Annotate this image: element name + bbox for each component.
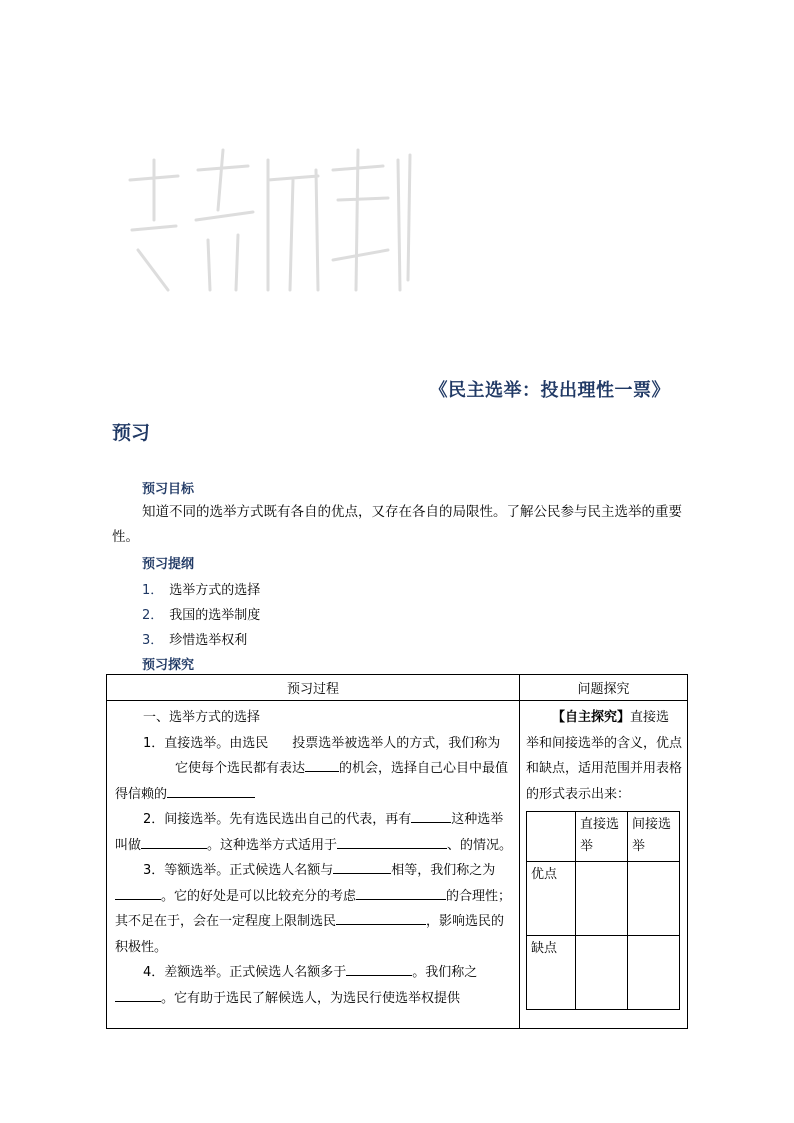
text-span: 的机会，选择自己心目中最值得信赖的 — [115, 761, 509, 802]
text-span: 。它的好处是可以比较充分的考虑 — [161, 888, 357, 904]
outline-item-text: 珍惜选举权利 — [169, 633, 248, 648]
fill-blank[interactable] — [115, 987, 161, 1002]
explore-table — [106, 674, 688, 1029]
outline-item-text: 选举方式的选择 — [169, 583, 261, 598]
fill-blank[interactable] — [115, 885, 161, 900]
process-para-indirect — [115, 807, 513, 858]
text-span: 2．间接选举。先有选民选出自己的代表，再有 — [143, 812, 412, 827]
process-cell — [107, 701, 520, 1029]
col-header-process: 预习过程 — [107, 675, 520, 701]
goal-label: 预习目标 — [142, 482, 195, 497]
outline-label: 预习提纲 — [142, 557, 195, 572]
fill-blank[interactable] — [336, 910, 426, 925]
compare-header-direct: 直接选举 — [576, 812, 628, 862]
text-span: 的情况。 — [460, 837, 513, 853]
fill-blank[interactable] — [356, 885, 446, 900]
process-para-direct — [115, 731, 513, 808]
text-span: 1．直接选举。由选民 — [143, 735, 269, 751]
section-heading: 预习 — [112, 422, 151, 444]
text-span: 。它有助于选民了解候选人，为选民行使选举权提供 — [161, 990, 461, 1006]
goal-text: 知道不同的选举方式既有各自的优点，又存在各自的局限性。了解公民参与民主选举的重要性。 — [112, 504, 682, 545]
compare-corner — [527, 812, 576, 862]
text-span: 这种选举叫做 — [115, 812, 504, 853]
col-header-inquiry: 问题探究 — [520, 675, 688, 701]
fill-blank[interactable] — [411, 808, 451, 823]
compare-header-indirect: 间接选举 — [628, 812, 680, 862]
document-title: 《民主选举：投出理性一票》 — [429, 380, 670, 401]
fill-blank[interactable] — [141, 834, 207, 849]
process-para-differential — [115, 960, 513, 1011]
compare-table — [526, 811, 680, 1010]
outline-item-num: 2． — [142, 608, 164, 623]
text-span: 4．差额选举。正式候选人名额多于 — [143, 965, 347, 980]
outline-item — [142, 604, 260, 623]
explore-label: 预习探究 — [142, 658, 195, 673]
text-span: 、 — [447, 837, 461, 853]
fill-blank[interactable] — [346, 961, 412, 976]
text-span: 它使每个选民都有表达 — [175, 761, 306, 776]
compare-cell[interactable] — [628, 936, 680, 1010]
outline-item — [142, 579, 260, 598]
text-span: 。我们称之 — [412, 965, 478, 980]
process-para-equal — [115, 858, 513, 960]
compare-row-pros: 优点 — [527, 862, 576, 936]
compare-cell[interactable] — [576, 862, 628, 936]
inquiry-bracket: 【自主探究】 — [552, 710, 631, 725]
outline-item-num: 1． — [142, 583, 164, 598]
compare-cell[interactable] — [576, 936, 628, 1010]
fill-blank[interactable] — [305, 757, 339, 772]
compare-row-cons: 缺点 — [527, 936, 576, 1010]
inquiry-text — [526, 705, 682, 807]
watermark-logo — [118, 140, 418, 300]
text-span: 的合理性；其不足在于，会在一定程度上限制选民 — [115, 888, 512, 929]
inquiry-prompt: 直接选举和间接选举的含义，优点和缺点，适用范围并用表格的形式表示出来： — [526, 710, 683, 802]
outline-item — [142, 629, 247, 648]
fill-blank[interactable] — [167, 783, 255, 798]
text-span: 3．等额选举。正式候选人名额与 — [143, 863, 334, 878]
outline-item-text: 我国的选举制度 — [169, 608, 261, 623]
text-span: 投票选举被选举人的方式，我们称为 — [292, 735, 501, 751]
fill-blank[interactable] — [333, 859, 391, 874]
process-heading: 一、选举方式的选择 — [143, 710, 261, 725]
inquiry-cell — [520, 701, 688, 1029]
outline-item-num: 3． — [142, 633, 164, 648]
fill-blank[interactable] — [337, 834, 447, 849]
text-span: ，影响选民的积极性。 — [115, 914, 505, 955]
compare-cell[interactable] — [628, 862, 680, 936]
text-span: 相等，我们称之为 — [391, 863, 496, 878]
text-span: 。这种选举方式适用于 — [207, 837, 338, 853]
